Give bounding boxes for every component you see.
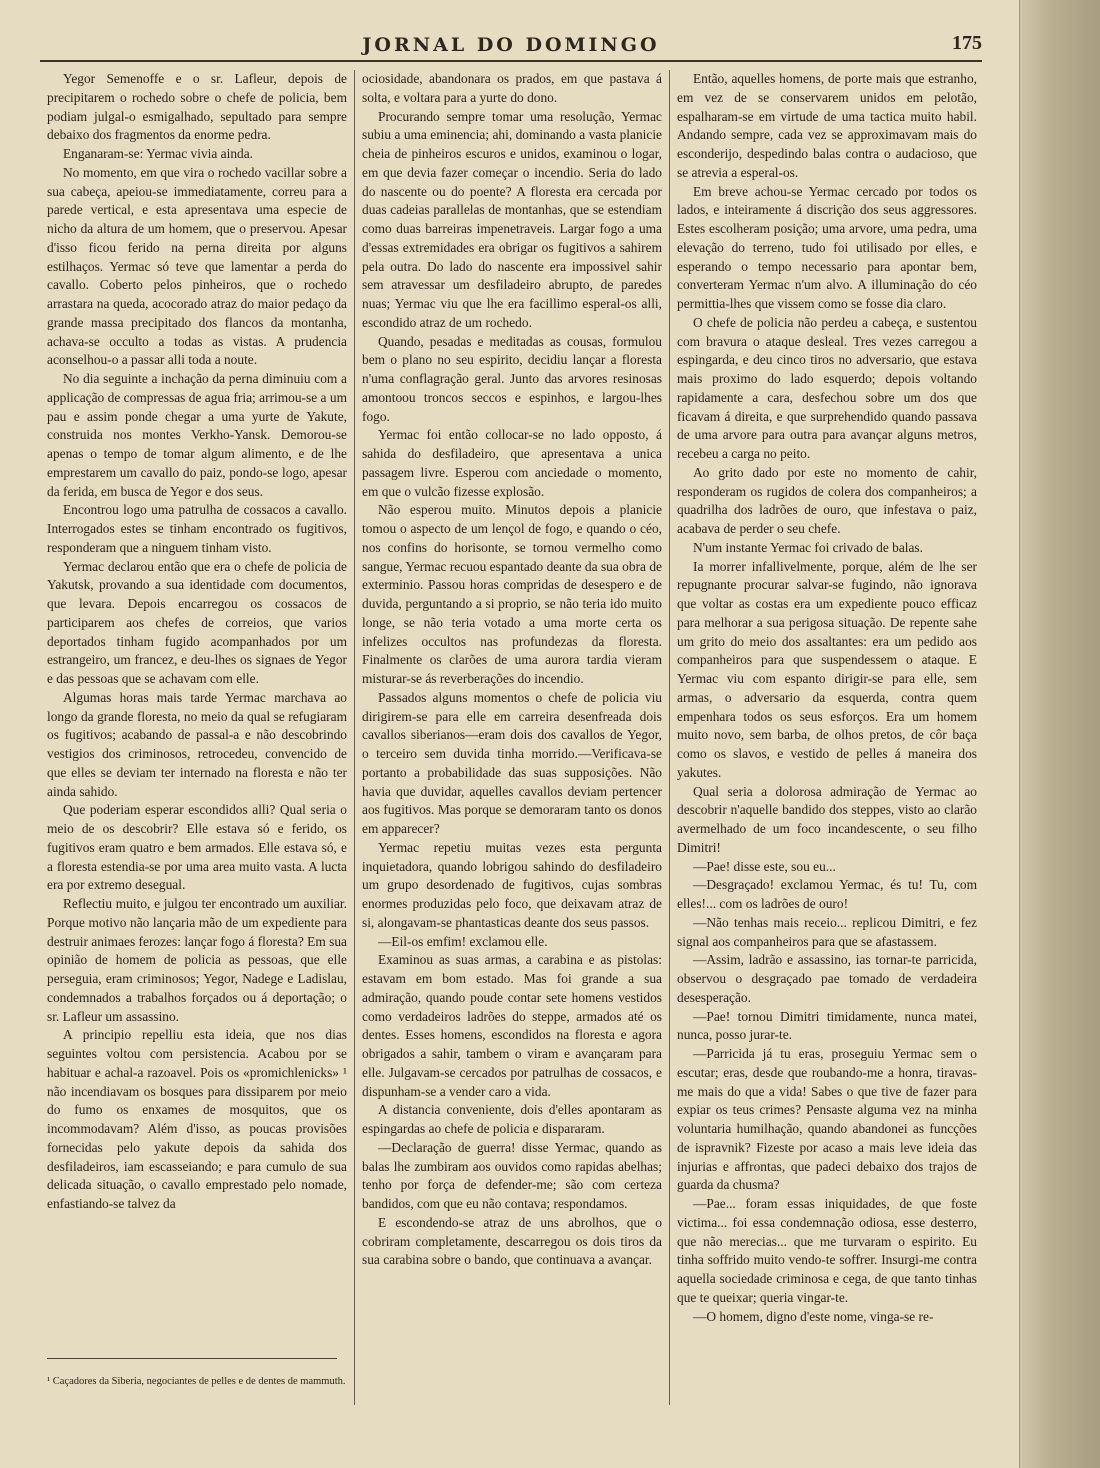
- paragraph: Ao grito dado por este no momento de cahir, responderam os rugidos de colera dos companheiros; a quadrilha dos ladrões de ouro, que infestava o paiz, acabava de perder o seu chefe.: [677, 464, 977, 536]
- text-column-2: [362, 70, 662, 1410]
- paragraph: —Assim, ladrão e assassino, ias tornar-te parricida, observou o desgraçado pae tomado de verdadeira desesperação.: [677, 952, 977, 1005]
- paragraph: N'um instante Yermac foi crivado de balas.: [693, 539, 923, 555]
- paragraph: ociosidade, abandonara os prados, em que pastava á solta, e voltara para a yurte do dono.: [362, 71, 662, 105]
- column-divider: [354, 70, 355, 1405]
- paragraph: Então, aquelles homens, de porte mais que estranho, em vez de se conservarem unidos em pelotão, espalharam-se em virtude de uma tactica muito habil. Andando sempre, cada vez se approximavam mais do esconderijo, despedindo balas contra o audacioso, que se atrevia a esperal-os.: [677, 71, 977, 180]
- paragraph: Procurando sempre tomar uma resolução, Yermac subiu a uma eminencia; ahi, dominando a vasta planicie cheia de pinheiros escuros e unidos, examinou o logar, em que devia fazer começar o incendio. Seria do lado do nascente ou do poente? A floresta era cercada por duas cadeias parallelas de montanhas, que se estendiam como duas barreiras impenetraveis. Largar fogo a uma d'essas extremidades era obrigar os fugitivos a sahirem pela outra. Do lado do nascente era impossivel sahir sem atravessar um desfiladeiro abrupto, de paredes nuas; Yermac viu que lhe era facillimo esperal-os alli, escondido atraz de um rochedo.: [362, 108, 662, 330]
- footnote-rule: [47, 1358, 337, 1359]
- paragraph: No momento, em que vira o rochedo vacillar sobre a sua cabeça, apeiou-se immediatamente, correu para a parede vertical, e esta apresentava uma especie de nicho da altura de um homem, que o preservou. Apesar d'isso ficou ferido na perna direita por alguns estilhaços. Yermac só teve que lamentar a perda do cavallo. Coberto pelos pinheiros, que o rochedo arrastara na queda, acocorado atraz do maior pedaço da grande massa precipitado dos flancos da montanha, achava-se occulto a todas as vistas. A prudencia aconselhou-o a passar alli toda a noute.: [47, 164, 347, 368]
- paragraph: —Pae! tornou Dimitri timidamente, nunca matei, nunca, posso jurar-te.: [677, 1008, 977, 1043]
- paragraph: Algumas horas mais tarde Yermac marchava ao longo da grande floresta, no meio da qual se refugiaram os fugitivos; acabando de passal-a e não descobrindo vestigios dos criminosos, retrocedeu, convencido de que elles se deviam ter internado na floresta e não ter ainda sahido.: [47, 689, 347, 799]
- paragraph: —Parricida já tu eras, proseguiu Yermac sem o escutar; eras, desde que roubando-me a honra, tiravas-me mais do que a vida! Sabes o que tive de fazer para expiar os teus crimes? Pensaste alguma vez na minha voluntaria humilhação, quando abandonei as funcções de ispravnik? Fizeste por acaso a mais leve ideia das injurias e affrontas, que padeci debaixo dos trajos de guarda da chusma?: [677, 1046, 977, 1193]
- paragraph: —Desgraçado! exclamou Yermac, és tu! Tu, com elles!... com os ladrões de ouro!: [677, 877, 977, 911]
- paragraph: O chefe de policia não perdeu a cabeça, e sustentou com bravura o ataque desleal. Tres vezes carregou a espingarda, e deu cinco tiros no adversario, que estava mais proximo do lado esquerdo; depois voltando rapidamente a cara, desfechou sobre um dos que ficavam á direita, e que surprehendido quando passava de uma arvore para outra para avançar alguns metros, recebeu a carga no peito.: [677, 314, 977, 461]
- paragraph: —Pae! disse este, sou eu...: [693, 858, 836, 874]
- paragraph: Que poderiam esperar escondidos alli? Qual seria o meio de os descobrir? Elle estava só e ferido, os fugitivos eram quatro e bem armados. Elle estava só, e a floresta estendia-se por uma area muito vasta. A lucta era por extremo desegual.: [47, 802, 347, 893]
- paragraph: Enganaram-se: Yermac vivia ainda.: [63, 146, 254, 161]
- paragraph: A distancia conveniente, dois d'elles apontaram as espingardas ao chefe de policia e dispararam.: [362, 1102, 662, 1136]
- text-column-3: [677, 70, 977, 1410]
- paragraph: Yermac declarou então que era o chefe de policia de Yakutsk, provando a sua identidade com documentos, que levara. Depois encarregou os cossacos de participarem aos chefes de correios, que varios deportados tinham fugido acompanhados por um estrangeiro, um francez, e deu-lhes os signaes de Yegor e das pessoas que se achavam com elle.: [47, 558, 347, 686]
- paragraph: E escondendo-se atraz de uns abrolhos, que o cobriram completamente, descarregou os dois tiros da sua carabina sobre o bando, que continuava a avançar.: [362, 1214, 662, 1268]
- paragraph: Passados alguns momentos o chefe de policia viu dirigirem-se para elle em carreira desenfreada dois cavallos siberianos—eram dois dos cavallos de Yegor, o terceiro sem duvida tinha morrido.—Verificava-se portanto a probabilidade das suas supposições. Não havia que duvidar, aquelles cavallos deviam pertencer aos fugitivos. Mas porque se demoraram tanto os donos em apparecer?: [362, 689, 662, 836]
- paragraph: Reflectiu muito, e julgou ter encontrado um auxiliar. Porque motivo não lançaria mão de um expediente para destruir animaes ferozes: lançar fogo á floresta? Em sua opinião de homem de policia as pessoas, que elle perseguia, eram criminosos; Yegor, Nadege e Ladislau, condemnados a trabalhos forçados ou á deportação; o sr. Lafleur um assassino.: [47, 896, 347, 1024]
- paragraph: —Eil-os emfim! exclamou elle.: [378, 933, 548, 949]
- paragraph: Em breve achou-se Yermac cercado por todos os lados, e inteiramente á discrição dos seus aggressores. Estes escolheram posição; uma arvore, uma pedra, uma elevação do terreno, tudo foi utilisado por elles, e esperando o tempo necessario para apontar bem, converteram Yermac n'um alvo. A illuminação do céo permittia-lhes que vissem como se fosse dia claro.: [677, 183, 977, 311]
- paragraph: —Pae... foram essas iniquidades, de que foste victima... foi essa condemnação odiosa, esse desterro, que não merecias... que me turvaram o espirito. Eu tinha soffrido muito vendo-te soffrer. Insurgi-me contra aquella sociedade criminosa e cega, de que tanto tinhas que te queixar; queria vingar-te.: [677, 1196, 977, 1305]
- paragraph: Yermac foi então collocar-se no lado opposto, á sahida do desfiladeiro, que apresentava a unica passagem livre. Esperou com anciedade o momento, em que o vulcão fizesse explosão.: [362, 427, 662, 499]
- paragraph: Yermac repetiu muitas vezes esta pergunta inquietadora, quando lobrigou sahindo do desfiladeiro um grupo desordenado de fugitivos, cujas sombras enormes produzidas pelo foco, que deixavam atraz de si, alongavam-se phantasticas deante dos seus passos.: [362, 839, 662, 930]
- paragraph: A principio repelliu esta ideia, que nos dias seguintes voltou com persistencia. Acabou por se habituar e achal-a razoavel. Pois os «promichlenicks» ¹ não incendiavam os bosques para dissiparem por meio do fumo os enxames de mosquitos, que os incommodavam? Além d'isso, as poucas provisões fornecidas pelo yakute depois da sahida dos desfiladeiros, iam escasseiando; e para cumulo de sua delicada situação, o cavallo emprestado pelo nomade, enfastiando-se talvez da: [47, 1027, 347, 1211]
- paragraph: Não esperou muito. Minutos depois a planicie tomou o aspecto de um lençol de fogo, e quando o céo, nos confins do horisonte, se tornou vermelho como sangue, Yermac recuou espantado deante da sua obra de exterminio. Passou horas compridas de desespero e de duvida, perguntando a si proprio, se não teria ido muito longe, se não teria votado a uma morte certa os infelizes occultos nas profundezas da floresta. Finalmente os clarões de uma aurora tardia vieram misturar-se ás reverberações do incendio.: [362, 502, 662, 686]
- page-edge: [1019, 0, 1100, 1468]
- paragraph: Quando, pesadas e meditadas as cousas, formulou bem o plano no seu espirito, decidiu lançar a floresta n'uma conflagração geral. Junto das arvores resinosas amontoou troncos seccos e espinhos, e largou-lhes fogo.: [362, 333, 662, 424]
- paragraph: —Não tenhas mais receio... replicou Dimitri, e fez signal aos companheiros para que se afastassem.: [677, 914, 977, 949]
- paragraph: Ia morrer infallivelmente, porque, além de lhe ser repugnante procurar salvar-se fugindo, não ignorava que voltar as costas era um expediente pouco efficaz para melhorar a sua perigosa situação. De repente sahe um grito do meio dos assaltantes: era um pedido aos companheiros para que suspendessem o ataque. E Yermac viu com espanto dirigir-se para elle, sem armas, o adversario da esquerda, contra quem empenhara todos os seus esforços. Era um homem muito novo, sem barba, de olhos pretos, de côr baça como os slavos, e vestido de pelles á maneira dos yakutes.: [677, 558, 977, 780]
- page-header: [40, 32, 982, 62]
- paragraph: —O homem, digno d'este nome, vinga-se re-: [693, 1308, 934, 1324]
- page-number: 175: [952, 32, 982, 54]
- paragraph: —Declaração de guerra! disse Yermac, quando as balas lhe zumbiram aos ouvidos como rapidas abelhas; tenho por força de defender-me; são com certeza bandidos, com que eu não contava; respondamos.: [362, 1139, 662, 1211]
- column-divider: [669, 70, 670, 1405]
- paragraph: No dia seguinte a inchação da perna diminuiu com a applicação de compressas de agua fria; arrimou-se a um pau e assim ponde chegar a uma yurte de Yakute, construida nos montes Verkho-Yansk. Demorou-se apenas o tempo de tomar algum alimento, e de lhe emprestarem um cavallo do paiz, pondo-se logo, apesar da ferida, em busca de Yegor e dos seus.: [47, 371, 347, 499]
- paragraph: Yegor Semenoffe e o sr. Lafleur, depois de precipitarem o rochedo sobre o chefe de policia, bem podiam julgal-o esmigalhado, sepultado para sempre debaixo dos fragmentos da enorme pedra.: [47, 71, 347, 143]
- text-column-1: [47, 70, 347, 1410]
- journal-title: JORNAL DO DOMINGO: [362, 34, 660, 56]
- paragraph: Qual seria a dolorosa admiração de Yermac ao descobrir n'aquelle bandido dos steppes, visto ao clarão avermelhado de um foco incandescente, o seu filho Dimitri!: [677, 783, 977, 855]
- footnote: ¹ Caçadores da Siberia, negociantes de pelles e de dentes de mammuth.: [47, 1376, 346, 1387]
- paragraph: Examinou as suas armas, a carabina e as pistolas: estavam em bom estado. Mas foi grande a sua admiração, quando poude contar sete homens vestidos como verdadeiros ladrões do steppe, armados até os dentes. Esses homens, escondidos na floresta e agora obrigados a sahir, tambem o viram e avançaram para elle. Julgavam-se cercados por patrulhas de cossacos, e dispunham-se a vender caro a vida.: [362, 952, 662, 1099]
- paragraph: Encontrou logo uma patrulha de cossacos a cavallo. Interrogados estes se tinham encontrado os fugitivos, responderam que a ninguem tinham visto.: [47, 502, 347, 555]
